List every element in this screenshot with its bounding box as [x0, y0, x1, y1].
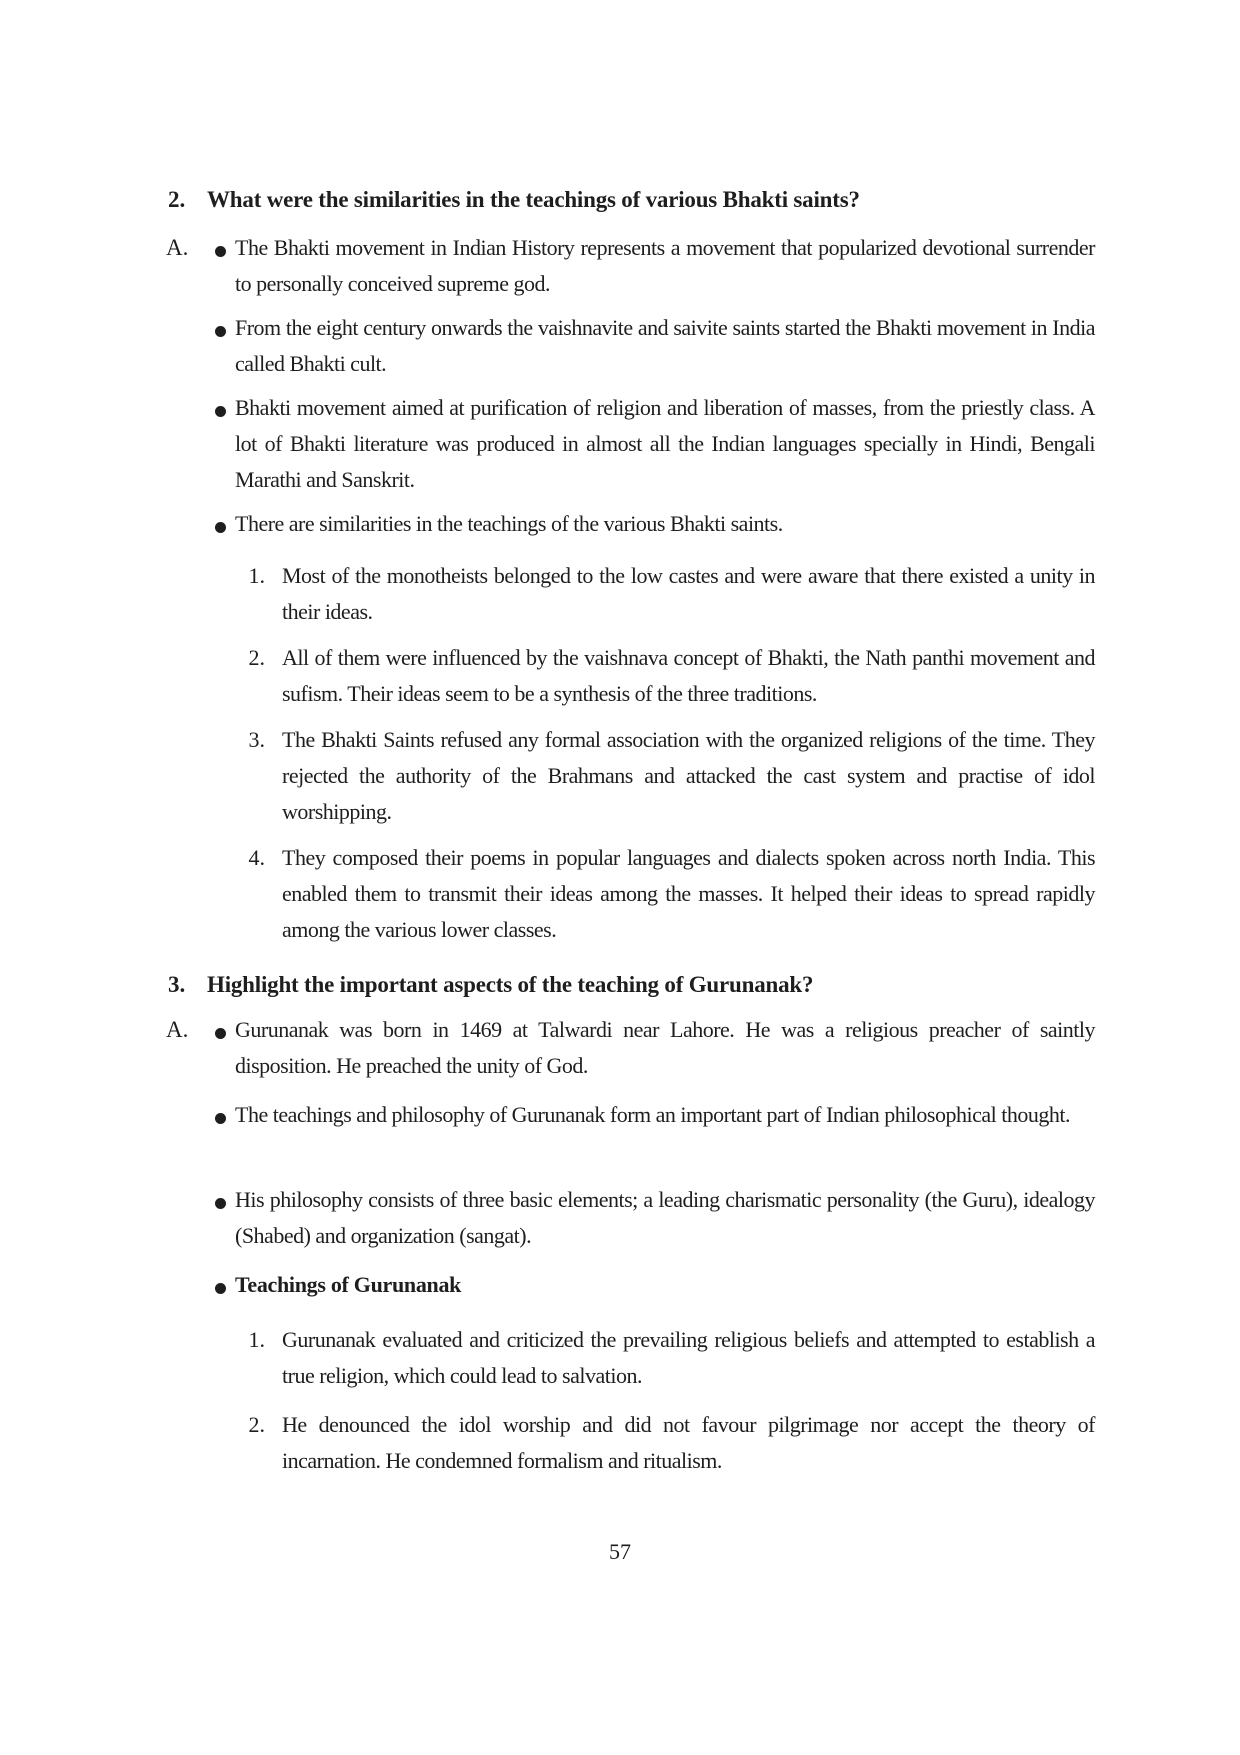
answer-label: A. [166, 1017, 189, 1042]
page-number: 57 [609, 1539, 631, 1564]
numbered-paragraph: Gurunanak evaluated and criticized the prevailing religious beliefs and attempted to establish a true religion, which could lead to salvation. [282, 1327, 1095, 1388]
list-number: 2. [248, 645, 265, 670]
bullet-paragraph: From the eight century onwards the vaishnavite and saivite saints started the Bhakti movement in India called Bhakti cult. [235, 315, 1095, 376]
question-heading: Highlight the important aspects of the teaching of Gurunanak? [207, 972, 814, 997]
numbered-paragraph: They composed their poems in popular languages and dialects spoken across north India. This enabled them to transmit their ideas among the masses. It helped their ideas to spread rapidly among the various lower classes. [282, 845, 1095, 942]
bullet-icon [215, 1198, 226, 1209]
bullet-paragraph: The teachings and philosophy of Gurunanak form an important part of Indian philosophical thought. [235, 1102, 1070, 1127]
bullet-paragraph: The Bhakti movement in Indian History represents a movement that popularized devotional surrender to personally conceived supreme god. [235, 235, 1095, 296]
bullet-paragraph: Bhakti movement aimed at purification of religion and liberation of masses, from the priestly class. A lot of Bhakti literature was produced in almost all the Indian languages specially in Hindi, Bengali Marathi and Sanskrit. [235, 395, 1095, 492]
question-number: 3. [168, 972, 186, 997]
subheading-teachings: Teachings of Gurunanak [235, 1272, 462, 1297]
bullet-icon [215, 1028, 226, 1039]
numbered-paragraph: He denounced the idol worship and did not favour pilgrimage nor accept the theory of incarnation. He condemned formalism and ritualism. [282, 1412, 1095, 1473]
bullet-icon [215, 522, 226, 533]
list-number: 3. [248, 727, 265, 752]
bullet-icon [215, 326, 226, 337]
question-heading: What were the similarities in the teachings of various Bhakti saints? [207, 187, 860, 212]
numbered-paragraph: All of them were influenced by the vaishnava concept of Bhakti, the Nath panthi movement and sufism. Their ideas seem to be a synthesis of the three traditions. [282, 645, 1095, 706]
list-number: 1. [248, 563, 265, 588]
list-number: 4. [248, 845, 265, 870]
list-number: 2. [248, 1412, 265, 1437]
question-number: 2. [168, 187, 186, 212]
bullet-icon [215, 1113, 226, 1124]
numbered-paragraph: Most of the monotheists belonged to the low castes and were aware that there existed a unity in their ideas. [282, 563, 1095, 624]
bullet-paragraph: Gurunanak was born in 1469 at Talwardi near Lahore. He was a religious preacher of saintly disposition. He preached the unity of God. [235, 1017, 1095, 1078]
bullet-paragraph: There are similarities in the teachings of the various Bhakti saints. [235, 511, 783, 536]
bullet-icon [215, 1283, 226, 1294]
answer-label: A. [166, 235, 189, 260]
bullet-paragraph: His philosophy consists of three basic elements; a leading charismatic personality (the Guru), idealogy (Shabed) and organization (sangat). [235, 1187, 1095, 1248]
bullet-icon [215, 246, 226, 257]
bullet-icon [215, 406, 226, 417]
list-number: 1. [248, 1327, 265, 1352]
numbered-paragraph: The Bhakti Saints refused any formal association with the organized religions of the time. They rejected the authority of the Brahmans and attacked the cast system and practise of idol worshipping. [282, 727, 1095, 824]
